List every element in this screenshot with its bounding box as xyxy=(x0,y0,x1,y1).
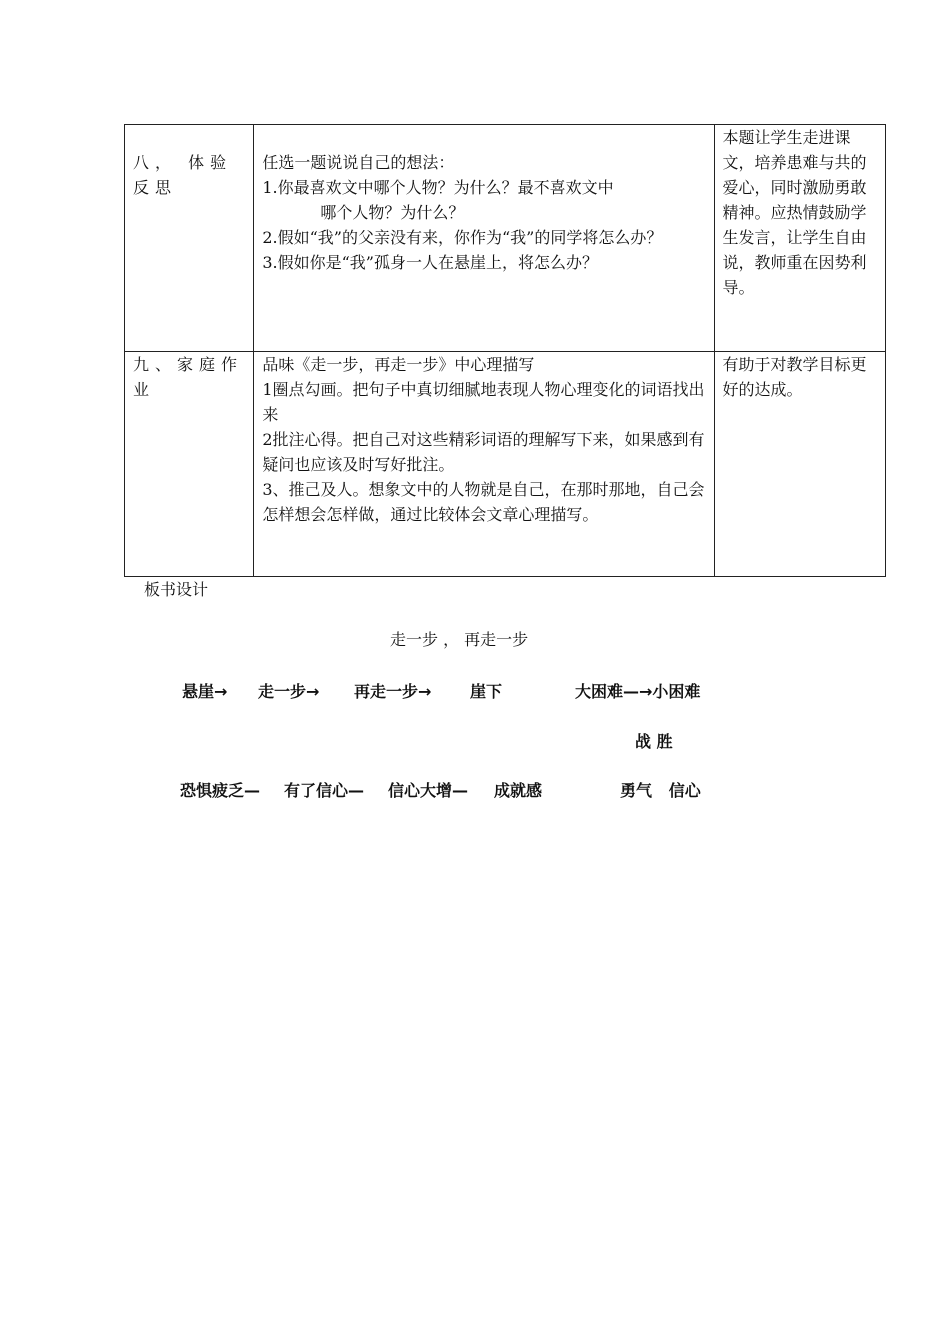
content-line: 3、推己及人。想象文中的人物就是自己，在那时那地，自己会怎样想会怎样做，通过比较体会文章心理描写。 xyxy=(262,480,705,524)
path-step: 再走一步→ xyxy=(354,682,432,701)
step-label: 八， 体验反思 xyxy=(133,153,233,197)
content-line: 哪个人物？为什么？ xyxy=(320,203,465,222)
overcome-text: 战 胜 xyxy=(635,732,673,751)
step-label: 九、家庭作业 xyxy=(133,355,244,399)
content-line: 品味《走一步，再走一步》中心理描写 xyxy=(262,355,535,374)
feeling-step: 成就感 xyxy=(494,781,543,800)
board-heading: 走一步 ， 再走一步 xyxy=(390,630,529,649)
path-step: 崖下 xyxy=(470,682,503,701)
feeling-step: 信心大增— xyxy=(388,781,469,800)
step-cell xyxy=(125,125,254,352)
content-line: 任选一题说说自己的想法： xyxy=(262,153,455,172)
virtues-text: 勇气 信心 xyxy=(620,781,701,800)
path-step: 悬崖→ xyxy=(182,682,228,701)
feeling-step: 恐惧疲乏— xyxy=(180,781,261,800)
board-design-label: 板书设计 xyxy=(144,580,209,599)
content-line: 2.假如“我”的父亲没有来，你作为“我”的同学将怎么办？ xyxy=(262,228,663,247)
content-line: 2批注心得。把自己对这些精彩词语的理解写下来，如果感到有疑问也应该及时写好批注。 xyxy=(262,430,705,474)
content-cell xyxy=(254,352,714,577)
table-row xyxy=(125,125,886,352)
content-line: 1圈点勾画。把句子中真切细腻地表现人物心理变化的词语找出来 xyxy=(262,380,705,424)
table-row xyxy=(125,352,886,577)
lesson-plan-table xyxy=(124,124,886,577)
path-step: 走一步→ xyxy=(258,682,320,701)
content-line: 1.你最喜欢文中哪个人物？为什么？最不喜欢文中 xyxy=(262,178,614,197)
step-cell xyxy=(125,352,254,577)
note-cell xyxy=(714,352,885,577)
content-cell xyxy=(254,125,714,352)
note-cell xyxy=(714,125,885,352)
feeling-step: 有了信心— xyxy=(284,781,365,800)
note-text: 本题让学生走进课文，培养患难与共的爱心，同时激励勇敢精神。应热情鼓励学生发言，让学生自由说，教师重在因势利导。 xyxy=(722,128,867,297)
content-line: 3.假如你是“我”孤身一人在悬崖上，将怎么办？ xyxy=(262,253,598,272)
note-text: 有助于对教学目标更好的达成。 xyxy=(722,355,867,399)
difficulty-text: 大困难—→小困难 xyxy=(575,682,701,701)
